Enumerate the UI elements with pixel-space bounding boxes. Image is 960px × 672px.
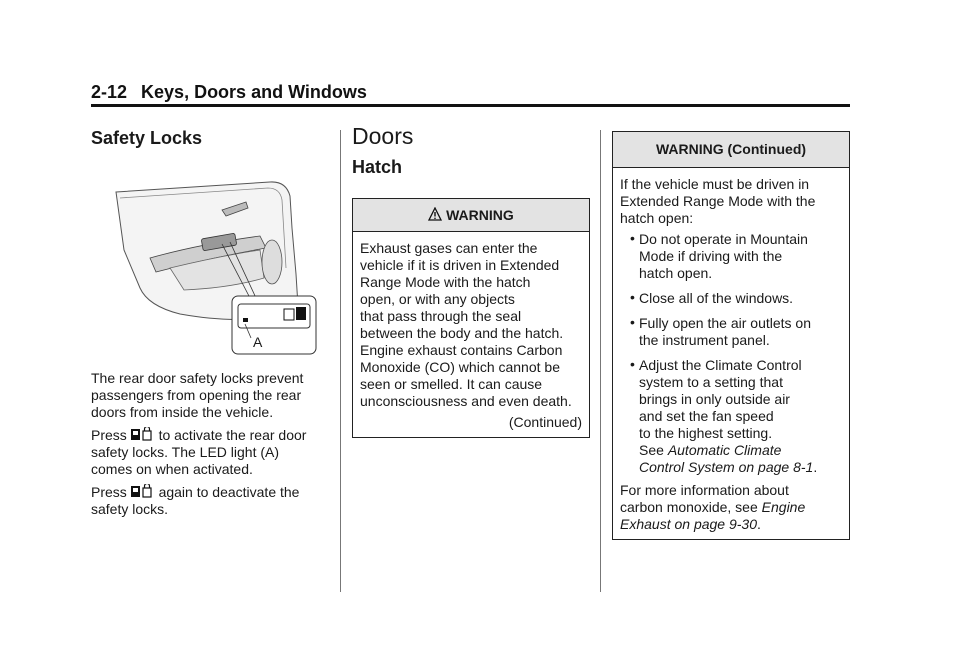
page-number: 2-12: [91, 82, 128, 102]
list-item: • Fully open the air outlets on the instrument panel.: [630, 314, 811, 348]
safety-locks-heading: Safety Locks: [91, 128, 203, 148]
doors-section: [352, 123, 590, 177]
climate-control-reference: Automatic Climate: [667, 442, 782, 458]
safety-locks-paragraph-1: The rear door safety locks prevent passengers from opening the rear doors from inside the vehicle.: [91, 370, 304, 420]
header-rule: [91, 104, 850, 107]
child-lock-button-icon: [131, 427, 153, 442]
warning-continued-box: [612, 131, 850, 540]
door-panel-illustration: [110, 178, 322, 358]
warning-body: Exhaust gases can enter the vehicle if it is driven in Extended Range Mode with the hatch open, or with any objects that pass through the seal between the body and the hatch. Engine exhaust contains Carbon Monoxide (CO) which cannot be seen or smelled. It can cause unconsciousness and even death. (Continued): [360, 240, 582, 430]
page-header: [91, 82, 850, 103]
continued-note: (Continued): [508, 414, 582, 430]
warning-continued-header: WARNING (Continued): [613, 132, 849, 168]
safety-locks-body: [91, 370, 331, 518]
safety-locks-paragraph-3: Press again to deactivate the safety locks.: [91, 484, 300, 517]
column-divider-1: [340, 130, 341, 592]
figure-label-a: A: [253, 334, 263, 350]
list-item: • Adjust the Climate Control system to a setting that brings in only outside air and set the fan speed to the highest setting. See Automatic Climate Control System on page 8-1.: [630, 356, 818, 475]
engine-exhaust-reference: Engine: [761, 499, 806, 515]
warning-triangle-icon: [428, 207, 442, 221]
warning-continued-body: If the vehicle must be driven in Extended Range Mode with the hatch open: • Do not operate in Mountain Mode if driving with the hatch open. • Close all of the windows. • Fully open the air outlets on the instrument panel. • Adjust the Climate Control system to a setting that brings in only outside air and set the fan speed to the highest setting. See Automatic Climate Control System on page 8-1. For more information about carbon monoxide, see Engine Exhaust on page 9-30.: [613, 168, 849, 539]
list-item: • Close all of the windows.: [630, 289, 794, 306]
engine-exhaust-page-reference: Exhaust on page 9-30: [620, 516, 757, 532]
list-item: • Do not operate in Mountain Mode if driving with the hatch open.: [630, 230, 808, 281]
hatch-warning-box: [352, 198, 590, 438]
child-lock-button-icon: [131, 484, 153, 499]
climate-control-page-reference: Control System on page 8-1: [639, 459, 814, 475]
hatch-heading: Hatch: [352, 157, 403, 177]
chapter-title: Keys, Doors and Windows: [141, 82, 367, 102]
column-divider-2: [600, 130, 601, 592]
doors-heading: Doors: [352, 123, 414, 149]
more-info-paragraph: For more information about carbon monoxide, see Engine Exhaust on page 9-30.: [620, 482, 806, 532]
safety-locks-paragraph-2: Press to activate the rear door safety locks. The LED light (A) comes on when activated.: [91, 427, 307, 477]
warning-header: WARNING: [353, 199, 589, 232]
precaution-list: [620, 231, 842, 476]
